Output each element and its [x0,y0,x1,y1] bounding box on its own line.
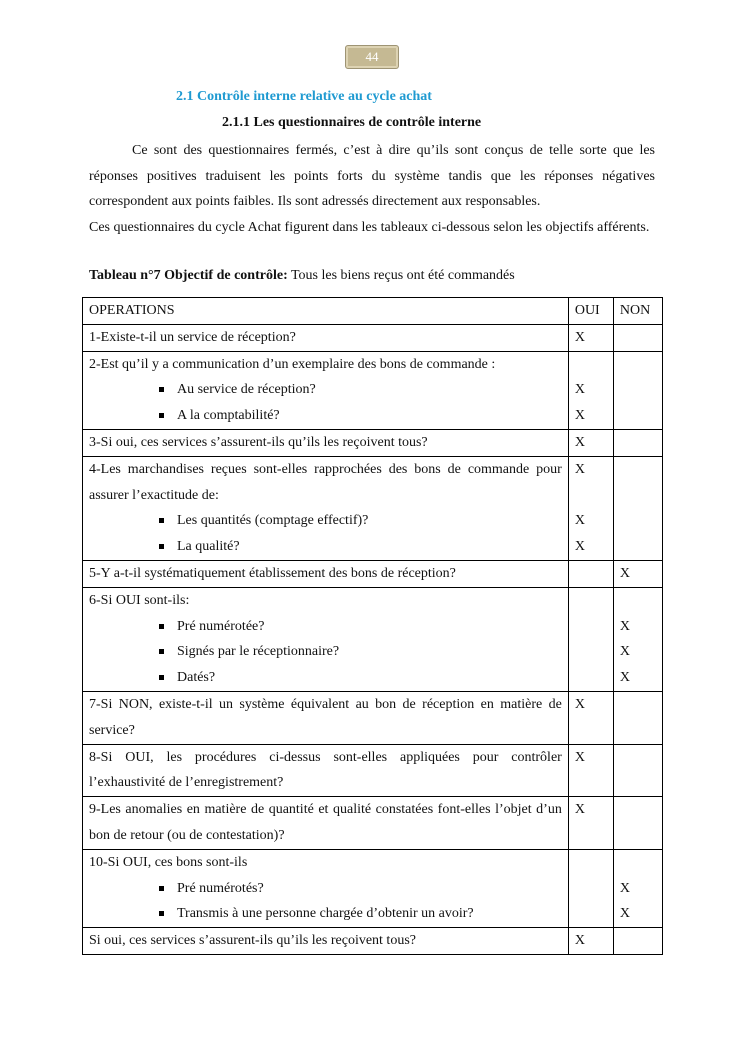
non-mark [620,403,656,429]
bullet-item-text: La qualité? [177,539,240,555]
non-cell [613,691,662,744]
oui-mark [575,614,607,640]
oui-cell [568,797,613,850]
non-cell [613,429,662,456]
oui-cell [568,928,613,955]
table-caption-label: Tableau n°7 Objectif de contrôle: [89,268,288,283]
oui-mark [575,352,607,378]
operation-cell [83,429,569,456]
bullet-item-text: Transmis à une personne chargée d’obtenir un avoir? [177,906,474,922]
non-cell [613,744,662,797]
non-mark [620,508,656,534]
page-number-badge: 44 [345,45,399,69]
question-text: 10-Si OUI, ces bons sont-ils [89,854,248,870]
non-cell [613,797,662,850]
question-text: 1-Existe-t-il un service de réception? [89,329,296,345]
non-mark [620,534,656,560]
question-text: 7-Si NON, existe-t-il un système équivalent au bon de réception en matière de service? [89,696,562,738]
non-mark [620,457,656,483]
operation-cell [83,744,569,797]
table-caption [89,268,515,284]
operation-cell [83,456,569,560]
oui-cell [568,429,613,456]
table-header-row [83,298,663,325]
non-cell [613,928,662,955]
table-row [83,691,663,744]
bullet-item [89,901,562,927]
question-text: 8-Si OUI, les procédures ci-dessus sont-elles appliquées pour contrôler l’exhaustivité de l’enregistrement? [89,749,562,791]
oui-mark [575,850,607,876]
table-row [83,587,663,691]
non-mark [620,430,656,456]
oui-mark: X [574,933,585,949]
oui-mark: X [574,539,585,555]
non-cell [613,456,662,560]
operation-cell [83,560,569,587]
oui-cell [568,560,613,587]
operation-cell [83,351,569,429]
bullet-item [89,665,562,691]
non-mark: X [619,670,631,686]
oui-mark: X [574,513,585,529]
bullet-item [89,639,562,665]
bullet-item-text: Signés par le réceptionnaire? [177,644,340,660]
bullet-item-text: Pré numérotée? [177,618,265,634]
oui-mark: X [574,696,585,712]
table-row [83,429,663,456]
oui-cell [568,456,613,560]
non-mark [620,352,656,378]
context-paragraph: Ces questionnaires du cycle Achat figurent dans les tableaux ci-dessous selon les objectifs afférents. [89,220,650,235]
question-text: Si oui, ces services s’assurent-ils qu’ils les reçoivent tous? [89,933,416,949]
non-mark [620,588,656,614]
operation-cell [83,324,569,351]
bullet-item-text: Datés? [177,670,216,686]
operation-cell [83,928,569,955]
non-mark [620,692,656,718]
oui-cell [568,744,613,797]
table-row [83,456,663,560]
table-caption-text: Tous les biens reçus ont été commandés [287,268,515,283]
non-mark: X [619,880,631,896]
oui-mark: X [574,802,585,818]
question-text: 4-Les marchandises reçues sont-elles rapprochées des bons de commande pour assurer l’exactitude de: [89,461,562,503]
oui-cell [568,849,613,927]
bullet-item [89,508,562,534]
non-mark: X [619,644,631,660]
operation-cell [83,849,569,927]
oui-mark: X [574,434,585,450]
oui-mark: X [574,382,585,398]
non-mark: X [619,618,631,634]
non-cell [613,351,662,429]
operation-cell [83,691,569,744]
question-text: 5-Y a-t-il systématiquement établissement des bons de réception? [89,565,456,581]
bullet-item-text: Au service de réception? [177,382,316,398]
oui-cell [568,691,613,744]
oui-mark: X [574,461,585,477]
table-row [83,351,663,429]
table-row [83,560,663,587]
non-mark [620,377,656,403]
table-row [83,928,663,955]
oui-mark [575,901,607,927]
non-cell [613,324,662,351]
operation-cell [83,587,569,691]
non-cell [613,560,662,587]
oui-cell [568,351,613,429]
header-operations: OPERATIONS [83,298,569,325]
non-mark [620,850,656,876]
bullet-item [89,534,562,560]
oui-mark: X [574,749,585,765]
table-row [83,797,663,850]
table-row [83,324,663,351]
question-text: 9-Les anomalies en matière de quantité et qualité constatées font-elles l’objet d’un bon de retour (ou de contestation)? [89,802,562,843]
oui-mark: X [574,408,585,424]
question-text: 6-Si OUI sont-ils: [89,592,190,608]
oui-mark [575,665,607,691]
bullet-item-text: Les quantités (comptage effectif)? [177,513,369,529]
oui-mark [575,561,607,587]
non-mark [620,325,656,351]
non-cell [613,849,662,927]
oui-cell [568,324,613,351]
subsection-heading: 2.1.1 Les questionnaires de contrôle interne [222,115,482,130]
oui-mark [575,876,607,902]
non-mark [620,928,656,954]
oui-mark [575,588,607,614]
control-questionnaire-table [82,297,663,955]
header-oui: OUI [568,298,613,325]
oui-mark [575,639,607,665]
non-spacer [620,483,656,509]
non-mark: X [619,906,631,922]
table-row [83,849,663,927]
non-mark: X [619,565,631,581]
intro-paragraph: Ce sont des questionnaires fermés, c’est à dire qu’ils sont conçus de telle sorte que les réponses positives traduisent les points forts du système tandis que les réponses négatives correspondent aux points faibles. Ils sont adressés directement aux responsables. [89,143,655,209]
bullet-item [89,614,562,640]
non-cell [613,587,662,691]
header-non: NON [613,298,662,325]
oui-cell [568,587,613,691]
table-row [83,744,663,797]
bullet-item-text: A la comptabilité? [177,408,280,424]
question-text: 2-Est qu’il y a communication d’un exemplaire des bons de commande : [89,356,496,372]
section-heading: 2.1 Contrôle interne relative au cycle achat [176,89,432,104]
oui-spacer [575,483,607,509]
operation-cell [83,797,569,850]
bullet-item-text: Pré numérotés? [177,880,264,896]
bullet-item [89,876,562,902]
bullet-item [89,377,562,403]
oui-mark: X [574,329,585,345]
non-mark [620,797,656,823]
non-mark [620,745,656,771]
bullet-item [89,403,562,429]
question-text: 3-Si oui, ces services s’assurent-ils qu’ils les reçoivent tous? [89,434,428,450]
